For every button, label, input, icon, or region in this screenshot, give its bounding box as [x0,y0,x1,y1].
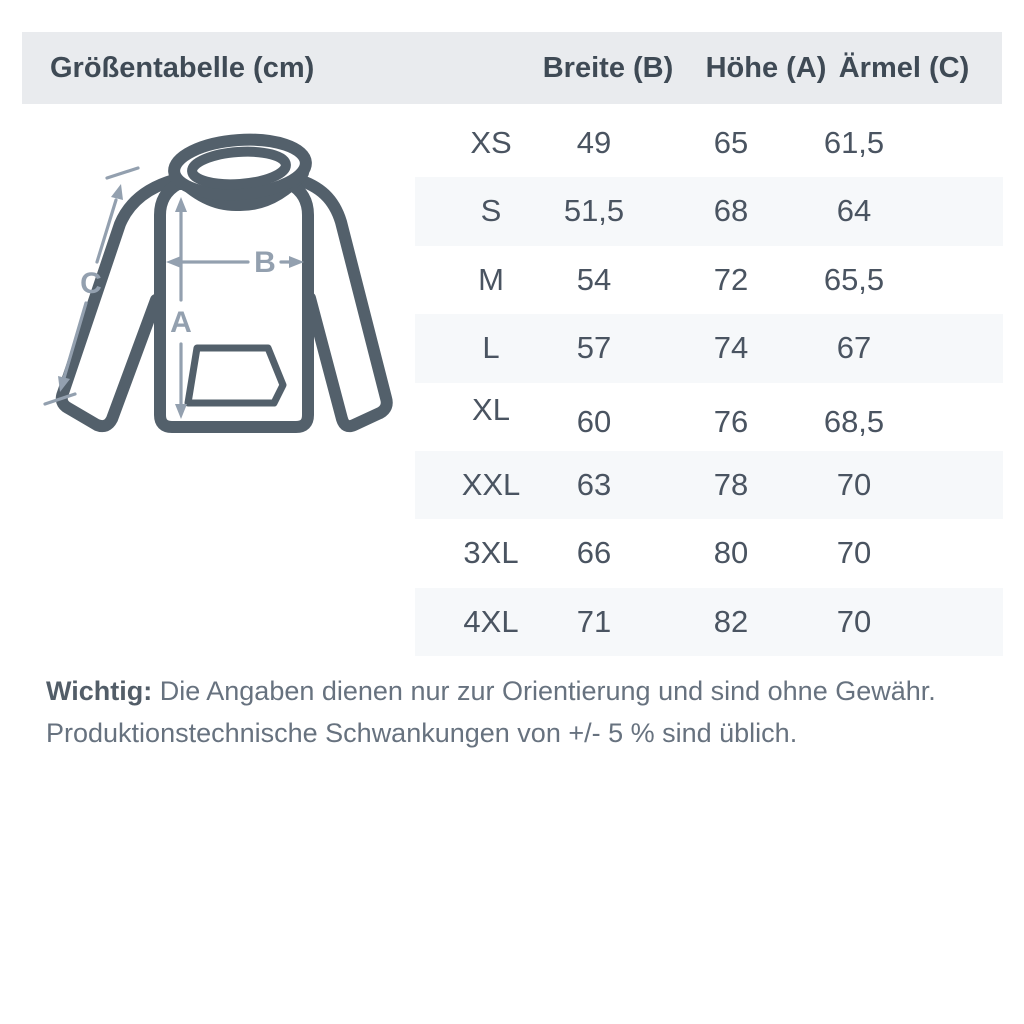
dimension-arrow-C [45,168,138,404]
size-cell: XXL [461,466,521,502]
sleeve-cell: 68,5 [823,403,885,439]
size-cell: XL [472,391,510,427]
sleeve-cell: 65,5 [823,261,885,297]
sleeve-cell: 70 [836,535,872,571]
height-cell: 65 [713,125,749,160]
height-cell: 72 [713,261,749,297]
table-row [415,177,1003,245]
sleeve-cell: 70 [836,603,872,639]
width-cell: 57 [576,330,612,366]
width-cell: 49 [576,125,612,160]
dimension-label-B: B [254,246,276,279]
table-header-bar [22,32,1002,104]
sleeve-cell: 64 [836,193,872,229]
table-row [415,314,1003,382]
size-table [415,109,1003,656]
size-cell: S [480,193,502,229]
table-row [415,451,1003,519]
dimension-label-C: C [80,267,102,300]
height-cell: 80 [713,535,749,571]
size-cell: 3XL [463,535,519,571]
table-row [415,246,1003,314]
height-cell: 82 [713,603,749,639]
dimension-label-A: A [170,306,192,339]
table-row [415,519,1003,587]
column-header-width: Breite (B) [542,52,674,84]
footnote-important-label: Wichtig: [46,676,153,706]
sleeve-cell: 67 [836,330,872,366]
width-cell: 60 [576,403,612,439]
table-row [415,109,1003,177]
size-cell: XS [470,125,512,160]
height-cell: 74 [713,330,749,366]
sleeve-cell: 70 [836,466,872,502]
page-title: Größentabelle (cm) [50,52,315,84]
column-header-sleeve: Ärmel (C) [838,52,970,84]
column-header-height: Höhe (A) [705,52,827,84]
size-cell: 4XL [463,603,519,639]
sleeve-cell: 61,5 [823,125,885,160]
width-cell: 51,5 [563,193,625,229]
size-cell: L [482,330,500,366]
table-row [415,383,1003,451]
footnote [46,670,976,754]
width-cell: 54 [576,261,612,297]
footnote-line-1: Wichtig: Die Angaben dienen nur zur Orientierung und sind ohne Gewähr. [46,676,936,706]
width-cell: 71 [576,603,612,639]
hoodie-measurement-diagram [40,120,410,450]
footnote-line-2: Produktionstechnische Schwankungen von +/- 5 % sind üblich. [46,718,798,748]
size-cell: M [478,261,504,297]
height-cell: 68 [713,193,749,229]
table-row [415,588,1003,656]
pocket-outline [188,348,283,403]
width-cell: 63 [576,466,612,502]
height-cell: 78 [713,466,749,502]
width-cell: 66 [576,535,612,571]
height-cell: 76 [713,403,749,439]
